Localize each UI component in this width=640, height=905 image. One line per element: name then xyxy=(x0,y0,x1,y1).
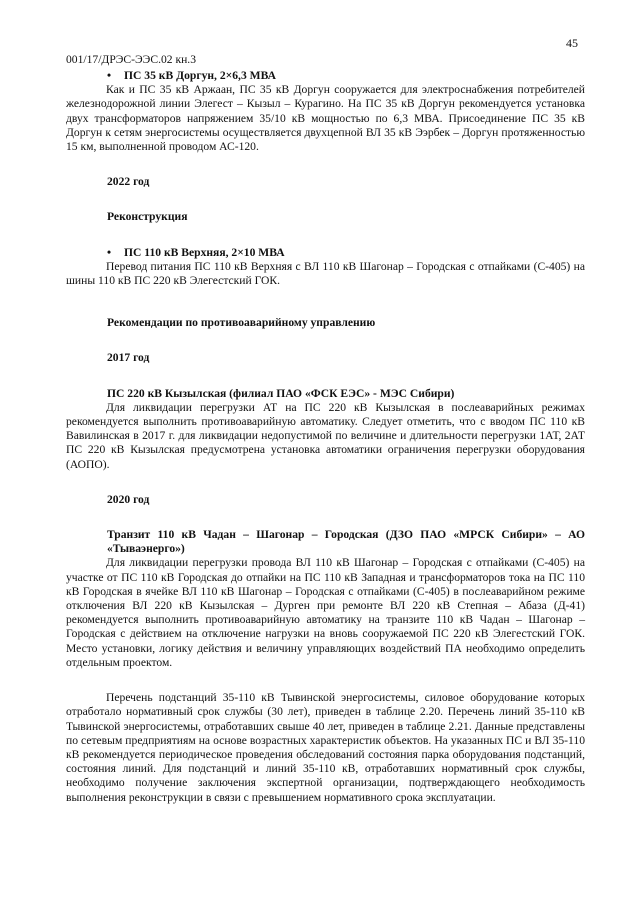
section-verkhnyaya-title: ПС 110 кВ Верхняя, 2×10 МВА xyxy=(124,245,285,259)
year-2017-heading: 2017 год xyxy=(107,351,150,365)
reconstruction-heading: Реконструкция xyxy=(107,210,188,224)
section-kyzylskaya-text: Для ликвидации перегрузки АТ на ПС 220 кВ Кызылская в послеаварийных режимах рекомендуется выполнить противоаварийную автоматику. Следует отметить, что с вводом ПС 110 кВ Вавилинская в 2017 г. для ликвидации недопустимой по величине и длительности перегрузки 1АТ, 2АТ ПС 220 кВ Кызылская предусмотрена установка автоматики ограничения перегрузки оборудования (АОПО). xyxy=(66,400,585,471)
recommendations-heading: Рекомендации по противоаварийному управлению xyxy=(107,316,376,330)
section-verkhnyaya-heading xyxy=(107,246,585,260)
section-dorgun-heading xyxy=(107,69,585,83)
section-transit-title: Транзит 110 кВ Чадан – Шагонар – Городская (ДЗО ПАО «МРСК Сибири» – АО «Тываэнерго») xyxy=(107,528,585,556)
section-dorgun-text: Как и ПС 35 кВ Аржаан, ПС 35 кВ Доргун сооружается для электроснабжения потребителей железнодорожной линии Элегест – Кызыл – Курагино. На ПС 35 кВ Доргун рекомендуется установка двух трансформаторов напряжением 35/10 кВ мощностью по 6,3 МВА. Присоединение ПС 35 кВ Доргун к сетям энергосистемы осуществляется двухцепной ВЛ 35 кВ Ээрбек – Доргун протяженностью 15 км, выполненной проводом АС-120. xyxy=(66,83,585,154)
section-transit-text: Для ликвидации перегрузки провода ВЛ 110 кВ Шагонар – Городская с отпайками (С-405) на участке от ПС 110 кВ Городская до отпайки на ПС 110 кВ Западная и трансформаторов тока на ПС 110 кВ Городская в ячейке ВЛ 110 кВ Шагонар – Городская с отпайками (С-405) в послеаварийном режиме отключения ВЛ 220 кВ Кызылская – Дурген при ремонте ВЛ 220 кВ Степная – Абаза (Д-41) рекомендуется выполнить противоаварийную автоматику на транзите 110 кВ Чадан – Шагонар – Городская с действием на отключение нагрузки на вновь сооружаемой ПС 220 кВ Элегестский ГОК. Место установки, логику действия и величину управляющих воздействий ПА необходимо определить отдельным проектом. xyxy=(66,556,585,669)
bullet-icon: • xyxy=(107,245,112,259)
bullet-icon: • xyxy=(107,69,112,82)
section-kyzylskaya-title: ПС 220 кВ Кызылская (филиал ПАО «ФСК ЕЭС» - МЭС Сибири) xyxy=(107,386,455,400)
page-number: 45 xyxy=(566,36,578,50)
year-2022-heading: 2022 год xyxy=(107,175,150,189)
document-code: 001/17/ДРЭС-ЭЭС.02 кн.3 xyxy=(66,53,196,66)
page-content xyxy=(66,69,585,805)
section-verkhnyaya-text: Перевод питания ПС 110 кВ Верхняя с ВЛ 110 кВ Шагонар – Городская с отпайками (С-405) на шины 110 кВ ПС 220 кВ Элегестский ГОК. xyxy=(66,259,585,288)
final-paragraph: Перечень подстанций 35-110 кВ Тывинской энергосистемы, силовое оборудование которых отработало нормативный срок службы (30 лет), приведен в таблице 2.20. Перечень линий 35-110 кВ Тывинской энергосистемы, отработавших свыше 40 лет, приведен в таблице 2.21. Данные представлены по сетевым предприятиям на основе возрастных характеристик объектов. На указанных ПС и ВЛ 35-110 кВ рекомендуется периодическое проведения обследований состояния парка оборудования подстанций, состояния линий. Для подстанций и линий 35-110 кВ, отработавших нормативный срок службы, необходимо получение заключения экспертной организации, подтверждающего необходимость выполнения реконструкции в связи с превышением нормативного срока эксплуатации. xyxy=(66,691,585,804)
year-2020-heading: 2020 год xyxy=(107,492,150,506)
section-dorgun-title: ПС 35 кВ Доргун, 2×6,3 МВА xyxy=(124,69,276,82)
